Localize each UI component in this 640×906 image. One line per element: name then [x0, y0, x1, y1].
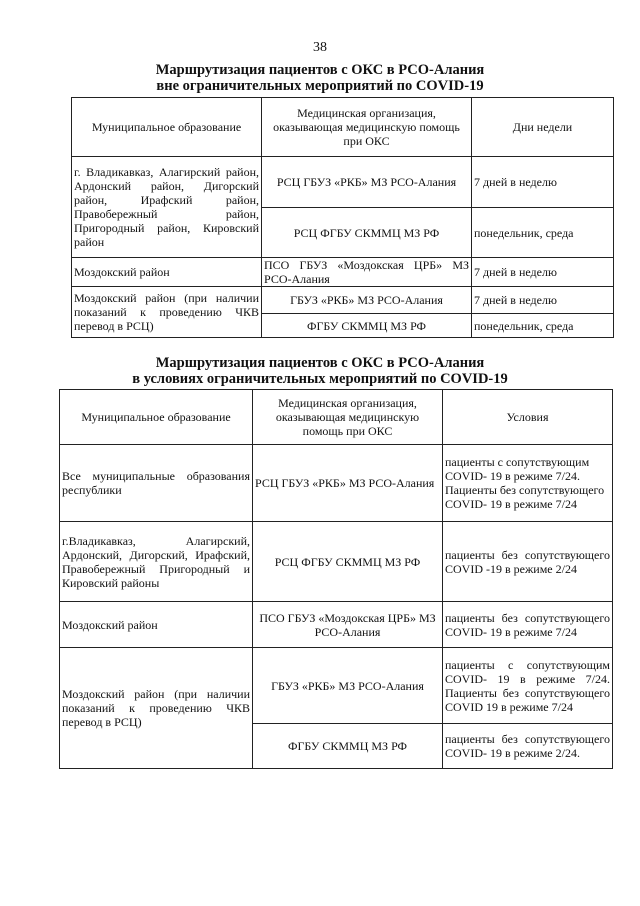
conditions-cell: пациенты с сопутствующим COVID- 19 в режиме 7/24. Пациенты без сопутствующего COVID 19 в режиме 7/24 — [443, 648, 613, 724]
table-header-row — [72, 98, 614, 157]
days-cell: 7 дней в неделю — [472, 287, 614, 314]
municipality-cell: г. Владикавказ, Алагирский район, Ардонский район, Дигорский район, Ирафский район, Правобережный район, Пригородный район, Кировский район — [72, 157, 262, 258]
section1-title-line2: вне ограничительных мероприятий по COVID-19 — [156, 78, 484, 94]
municipality-cell: Моздокский район (при наличии показаний к проведению ЧКВ перевод в РСЦ) — [72, 287, 262, 338]
days-cell: 7 дней в неделю — [472, 258, 614, 287]
organization-cell: РСЦ ФГБУ СКММЦ МЗ РФ — [262, 208, 472, 258]
column-header: Дни недели — [472, 98, 614, 157]
organization-cell: РСЦ ГБУЗ «РКБ» МЗ РСО-Алания — [262, 157, 472, 208]
municipality-cell: Все муниципальные образования республики — [60, 445, 253, 522]
section2-title — [0, 355, 640, 387]
organization-cell: ГБУЗ «РКБ» МЗ РСО-Алания — [253, 648, 443, 724]
conditions-cell: пациенты без сопутствующего COVID- 19 в режиме 7/24 — [443, 602, 613, 648]
conditions-cell: пациенты с сопутствующим COVID- 19 в режиме 7/24. Пациенты без сопутствующего COVID- 19 в режиме 7/24 — [443, 445, 613, 522]
municipality-cell: г.Владикавказ, Алагирский, Ардонский, Дигорский, Ирафский, Правобережный Пригородный и Кировский районы — [60, 522, 253, 602]
section1-title — [0, 62, 640, 94]
organization-cell: РСЦ ФГБУ СКММЦ МЗ РФ — [253, 522, 443, 602]
column-header: Медицинская организация, оказывающая медицинскую помощь при ОКС — [253, 390, 443, 445]
organization-cell: ФГБУ СКММЦ МЗ РФ — [253, 724, 443, 769]
section1-title-line1: Маршрутизация пациентов с ОКС в РСО-Алания — [155, 62, 485, 78]
column-header: Муниципальное образование — [60, 390, 253, 445]
organization-cell: РСЦ ГБУЗ «РКБ» МЗ РСО-Алания — [253, 445, 443, 522]
column-header: Медицинская организация, оказывающая медицинскую помощь при ОКС — [262, 98, 472, 157]
table-row — [60, 648, 613, 724]
column-header: Муниципальное образование — [72, 98, 262, 157]
municipality-cell: Моздокский район — [72, 258, 262, 287]
section2-title-line2: в условиях ограничительных мероприятий по COVID-19 — [132, 371, 508, 387]
days-cell: 7 дней в неделю — [472, 157, 614, 208]
table-row — [72, 258, 614, 287]
municipality-cell: Моздокский район — [60, 602, 253, 648]
page-number: 38 — [313, 40, 327, 55]
table-row — [72, 287, 614, 314]
conditions-cell: пациенты без сопутствующего COVID -19 в режиме 2/24 — [443, 522, 613, 602]
organization-cell: ФГБУ СКММЦ МЗ РФ — [262, 314, 472, 338]
routing-table-normal — [71, 97, 614, 338]
section2-title-line1: Маршрутизация пациентов с ОКС в РСО-Алания — [155, 355, 485, 371]
table-row — [72, 157, 614, 208]
organization-cell: ПСО ГБУЗ «Моздокская ЦРБ» МЗ РСО-Алания — [253, 602, 443, 648]
days-cell: понедельник, среда — [472, 314, 614, 338]
table-row — [60, 522, 613, 602]
table-row — [60, 602, 613, 648]
organization-cell: ПСО ГБУЗ «Моздокская ЦРБ» МЗ РСО-Алания — [262, 258, 472, 287]
routing-table-restricted — [59, 389, 613, 769]
days-cell: понедельник, среда — [472, 208, 614, 258]
organization-cell: ГБУЗ «РКБ» МЗ РСО-Алания — [262, 287, 472, 314]
table-row — [60, 445, 613, 522]
conditions-cell: пациенты без сопутствующего COVID- 19 в режиме 2/24. — [443, 724, 613, 769]
column-header: Условия — [443, 390, 613, 445]
municipality-cell: Моздокский район (при наличии показаний к проведению ЧКВ перевод в РСЦ) — [60, 648, 253, 769]
table-header-row — [60, 390, 613, 445]
